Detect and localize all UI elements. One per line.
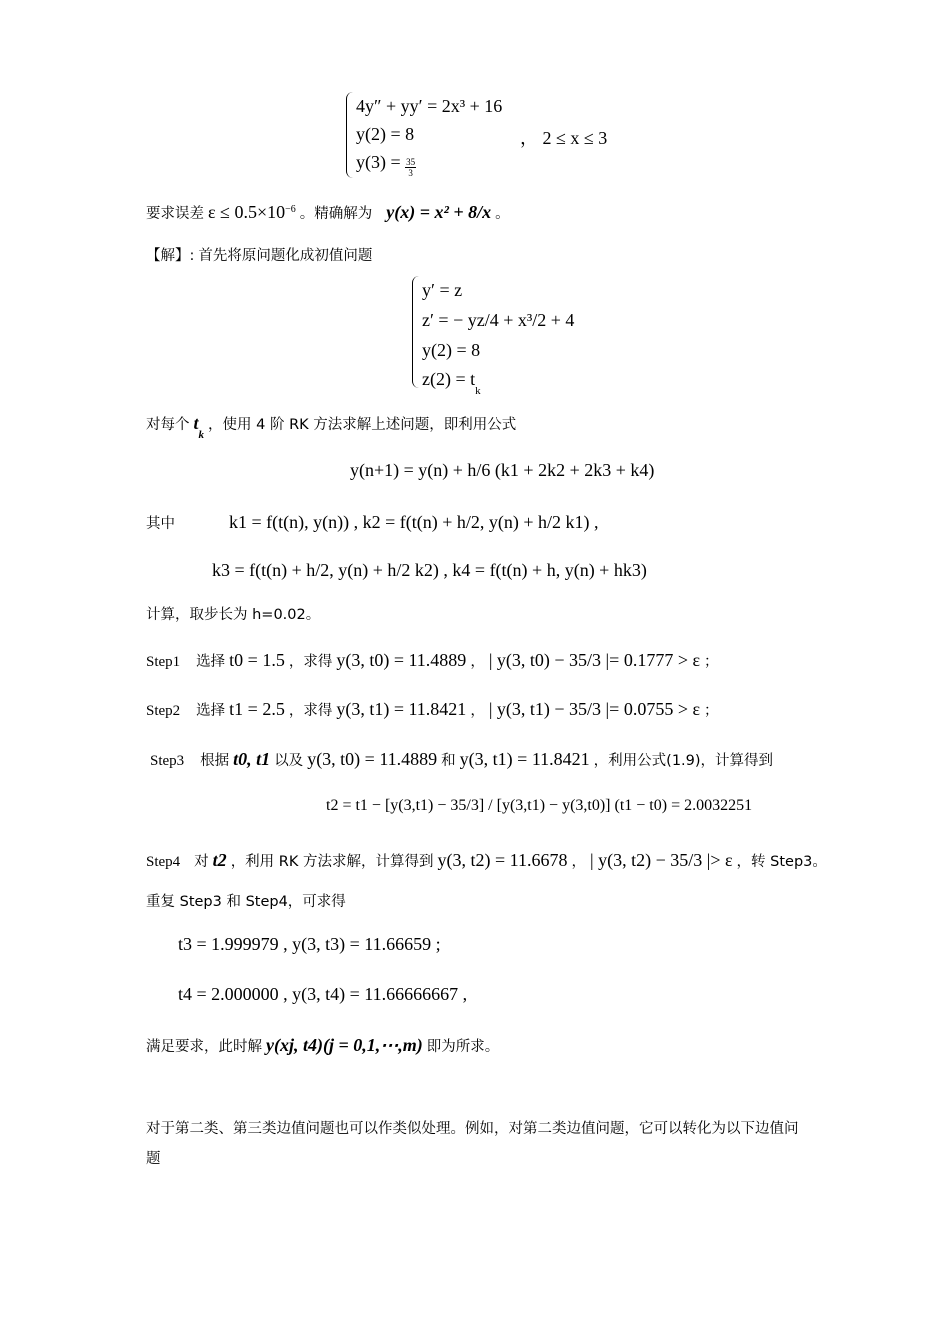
brace xyxy=(346,92,353,178)
equation-y-prime: y′ = z xyxy=(422,280,463,300)
rk-intro: 对每个 $t_k$ ，使用 4 阶 RK 方法求解上述问题，即利用公式 xyxy=(146,413,517,441)
t4-result: t4 = 2.000000 , y(3, t4) = 11.66666667 , xyxy=(178,984,468,1004)
repeat-line: 重复 Step3 和 Step4，可求得 xyxy=(146,894,346,910)
step-size-line: 计算，取步长为 h=0.02。 xyxy=(146,607,321,623)
paragraph-second-kind: 对于第二类、第三类边值问题也可以作类似处理。例如，对第二类边值问题，它可以转化为以下边值问题 xyxy=(146,1121,799,1167)
t3-result: t3 = 1.999979 , y(3, t3) = 11.66659 ; xyxy=(178,934,441,954)
step4-line: Step4 对 t2 ，利用 RK 方法求解，计算得到 y(3, t2) = 11.6678 ， | y(3, t2) − 35/3 |> ε ，转 Step3。 xyxy=(146,850,827,870)
step3-line: Step3 根据 t0, t1 以及 y(3, t0) = 11.4889 和 y(3, t1) = 11.8421 ，利用公式(1.9)，计算得到 xyxy=(150,749,774,769)
step1-line: Step1 选择 t0 = 1.5 ，求得 y(3, t0) = 11.4889 ， | y(3, t0) − 35/3 |= 0.1777 > ε ； xyxy=(146,650,719,670)
equation-z-prime: z′ = − yz/4 + x³/2 + 4 xyxy=(422,310,575,330)
requirement-line: 要求误差 $\varepsilon \le 0.5\times 10^{-6}$ 。精确解为 y(x) = x² + 8/x 。 xyxy=(146,202,510,222)
solution-intro: 【解】: 首先将原问题化成初值问题 xyxy=(146,248,373,264)
interval: ， 2 ≤ x ≤ 3 xyxy=(520,128,608,148)
equation-bc-right: y(3) = $\frac{35}{3}$ xyxy=(356,152,416,179)
rk-formula: y(n+1) = y(n) + h/6 (k1 + 2k2 + 2k3 + k4) xyxy=(350,460,655,480)
equation-bc-left: y(2) = 8 xyxy=(356,124,415,144)
step2-line: Step2 选择 t1 = 2.5 ，求得 y(3, t1) = 11.8421 ， | y(3, t1) − 35/3 |= 0.0755 > ε ； xyxy=(146,699,719,719)
equation-ode: 4y″ + yy′ = 2x³ + 16 xyxy=(356,96,503,116)
equation-z-initial: $z(2) = t_k$ xyxy=(422,369,481,397)
brace xyxy=(412,276,419,388)
where-line-2: k3 = f(t(n) + h/2, y(n) + h/2 k2) , k4 = f(t(n) + h, y(n) + hk3) xyxy=(212,560,647,580)
final-line: 满足要求，此时解 y(xj, t4)(j = 0,1,⋯,m) 即为所求。 xyxy=(146,1035,500,1055)
equation-y-initial: y(2) = 8 xyxy=(422,340,481,360)
where-line-1: 其中 k1 = f(t(n), y(n)) , k2 = f(t(n) + h/2, y(n) + h/2 k1) , xyxy=(146,512,599,532)
secant-formula: t2 = t1 − [y(3,t1) − 35/3] / [y(3,t1) − y(3,t0)] (t1 − t0) = 2.0032251 xyxy=(326,797,753,814)
